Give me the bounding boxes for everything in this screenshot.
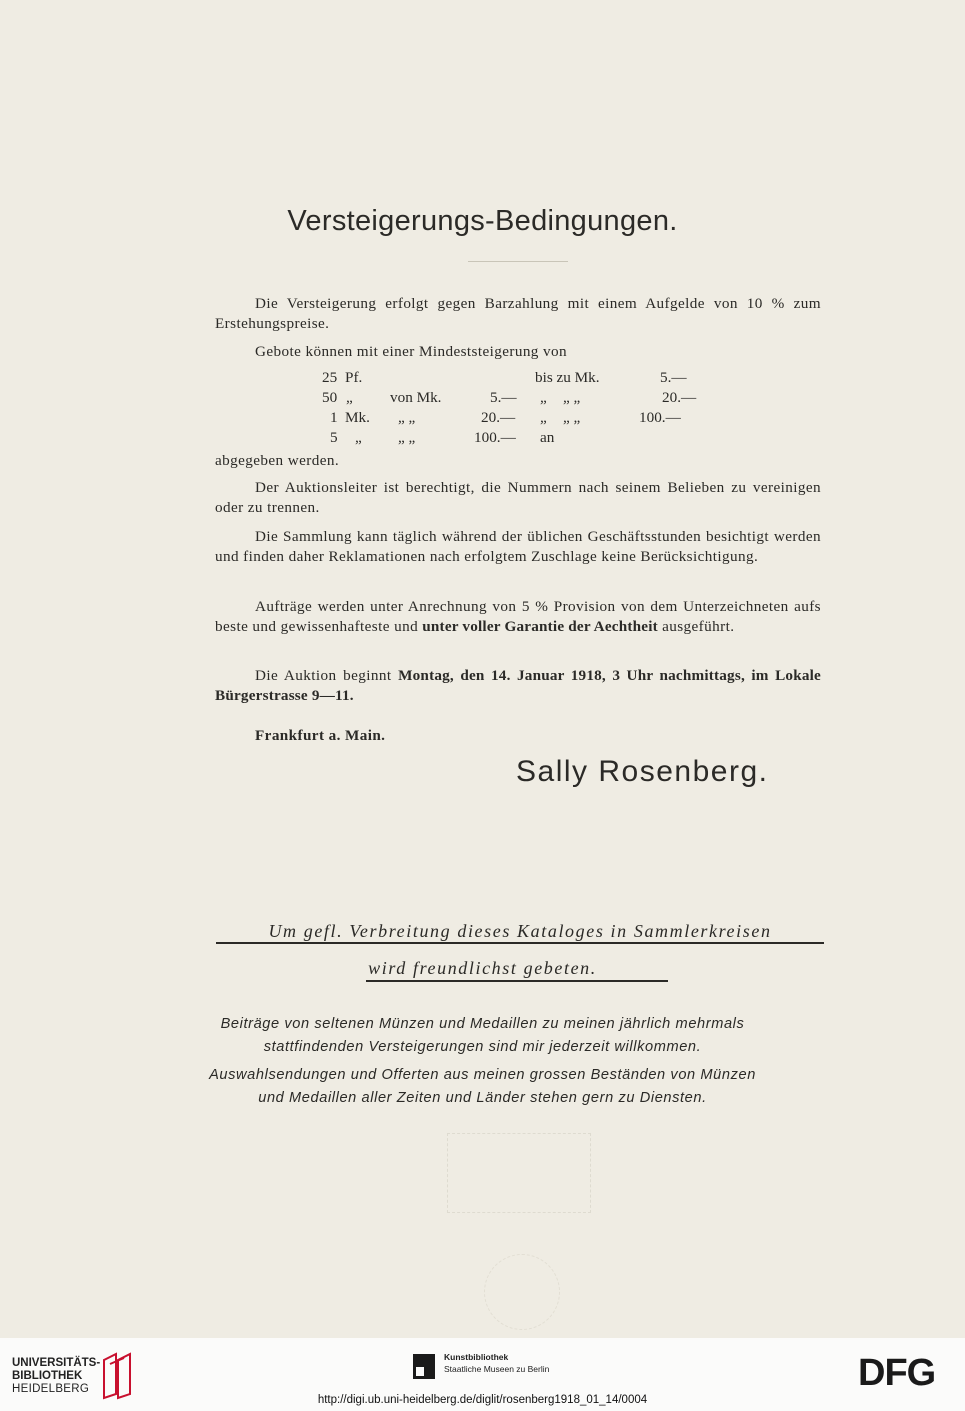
notice-underline-1 [216,942,824,944]
offers-line-2: und Medaillen aller Zeiten und Länder stehen gern zu Diensten. [258,1089,707,1106]
contributions-line-2: stattfindenden Versteigerungen sind mir jederzeit willkommen. [263,1038,702,1055]
paragraph-viewing-text: Die Sammlung kann täglich während der üblichen Geschäftsstunden besichtigt werden und finden daher Reklamationen nach erfolgtem Zuschlage keine Berücksichtigung. [215,528,821,565]
paragraph-bids-text: Gebote können mit einer Mindeststeigerung von [255,343,567,360]
paragraph-orders [215,597,821,637]
notice-underline-2 [366,980,668,982]
bid-cell: „ „ [398,429,416,446]
kb-line-2: Staatliche Museen zu Berlin [444,1364,550,1374]
bid-cell: von Mk. [390,389,442,406]
paragraph-auctioneer-text: Der Auktionsleiter ist berechtigt, die Nummern nach seinem Belieben zu vereinigen oder zu trennen. [215,479,821,516]
contributions-paragraph [0,1013,965,1058]
faded-round-stamp [484,1254,560,1330]
bid-cell: 100.— [474,429,516,446]
bid-cell: 5 [330,429,338,446]
bid-cell: 5.— [660,369,687,386]
bid-cell: „ „ [398,409,416,426]
paragraph-payment-text: Die Versteigerung erfolgt gegen Barzahlung mit einem Aufgelde von 10 % zum Erstehungspreise. [215,295,821,332]
paragraph-orders-text: Aufträge werden unter Anrechnung von 5 % Provision von dem Unterzeichneten aufs beste und gewissenhafteste und [215,598,821,635]
bid-cell: 50 [322,389,338,406]
bid-cell: „ [355,429,362,446]
uni-logo-line-1: UNIVERSITÄTS- [12,1357,101,1369]
kunstbibliothek-logo[interactable] [444,1351,549,1375]
notice-line-1: Um gefl. Verbreitung dieses Kataloges in Sammlerkreisen [268,921,772,941]
notice-line-2: wird freundlichst gebeten. [368,958,597,978]
contributions-line-1: Beiträge von seltenen Münzen und Medaillen zu meinen jährlich mehrmals [220,1016,745,1032]
bid-cell: „ [540,409,547,426]
place-line: Frankfurt a. Main. [255,727,386,744]
auction-date-location: Montag, den 14. Januar 1918, 3 Uhr nachmittags, im Lokale Bürgerstrasse 9—11. [215,667,821,704]
bid-cell: 25 [322,369,338,386]
bid-cell: Mk. [345,409,370,426]
bid-cell: an [540,429,555,446]
paragraph-auction-date [215,666,821,706]
paragraph-auction-date-text: Die Auktion beginnt [255,667,399,684]
source-url[interactable]: http://digi.ub.uni-heidelberg.de/diglit/rosenberg1918_01_14/0004 [317,1394,648,1406]
bid-cell: bis zu Mk. [535,369,600,386]
paragraph-auctioneer [215,478,821,518]
bid-cell: „ [346,389,353,406]
kb-line-1: Kunstbibliothek [444,1352,509,1362]
dfg-logo[interactable]: DFG [858,1352,936,1394]
paragraph-orders-end: ausgeführt. [657,618,735,635]
bid-cell: 20.— [662,389,697,406]
paragraph-orders-guarantee: unter voller Garantie der Aechtheit [422,618,658,635]
signature: Sally Rosenberg. [516,755,769,788]
bid-cell: „ [540,389,547,406]
bid-cell: 1 [330,409,338,426]
offers-paragraph [0,1064,965,1109]
uni-heidelberg-logo[interactable] [12,1357,100,1396]
paragraph-bids-end: abgegeben werden. [215,452,340,469]
kunstbibliothek-mark-icon [413,1354,435,1379]
faded-library-stamp [447,1133,591,1213]
bid-cell: 5.— [490,389,517,406]
paragraph-viewing [215,527,821,567]
bid-cell: 20.— [481,409,516,426]
uni-logo-line-3: HEIDELBERG [12,1383,90,1395]
page-title: Versteigerungs-Bedingungen. [287,205,678,237]
bid-cell: „ „ [563,409,581,426]
paragraph-payment [215,294,821,334]
offers-line-1: Auswahlsendungen und Offerten aus meinen grossen Beständen von Münzen [209,1067,756,1083]
uni-logo-line-2: BIBLIOTHEK [12,1370,83,1382]
title-divider [468,261,568,262]
uni-heidelberg-mark-icon [98,1350,138,1400]
bid-cell: 100.— [639,409,681,426]
paragraph-bids [215,342,821,362]
bid-cell: „ „ [563,389,581,406]
bid-cell: Pf. [345,369,363,386]
